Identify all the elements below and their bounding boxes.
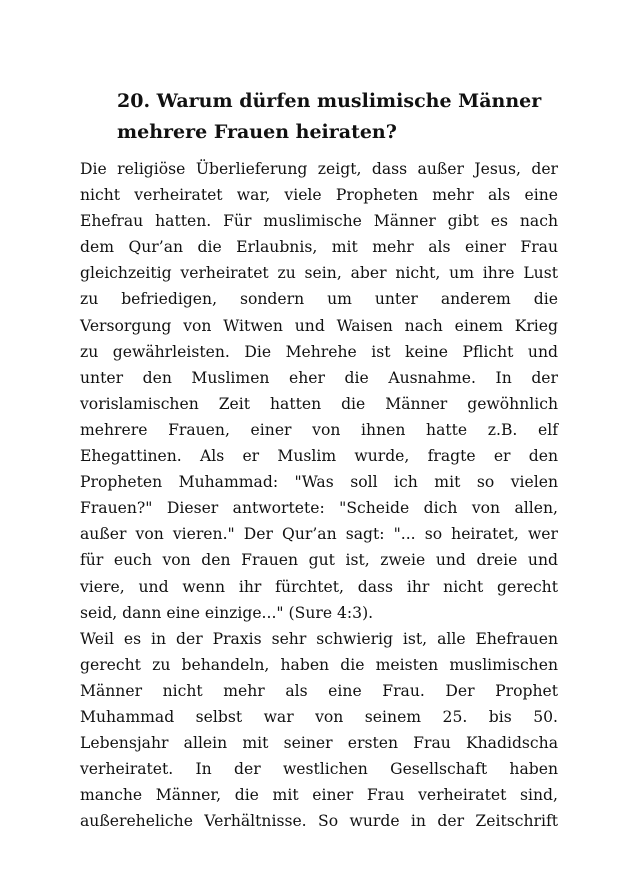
text-line: Männer nicht mehr als eine Frau. Der Prophet bbox=[80, 681, 558, 700]
text-line: außer von vieren." Der Qur’an sagt: "... so heiratet, wer bbox=[80, 525, 558, 544]
text-line: gleichzeitig verheiratet zu sein, aber nicht, um ihre Lust bbox=[80, 264, 558, 283]
text-line: Ehefrau hatten. Für muslimische Männer gibt es nach bbox=[80, 212, 558, 231]
text-line: zu befriedigen, sondern um unter anderem die bbox=[80, 290, 558, 309]
text-line: manche Männer, die mit einer Frau verheiratet sind, bbox=[80, 786, 558, 805]
text-line: unter den Muslimen eher die Ausnahme. In der bbox=[80, 368, 558, 387]
text-line: Muhammad selbst war von seinem 25. bis 50. bbox=[80, 707, 558, 726]
text-line: Ehegattinen. Als er Muslim wurde, fragte er den bbox=[80, 447, 558, 466]
text-line: dem Qur’an die Erlaubnis, mit mehr als einer Frau bbox=[80, 238, 558, 257]
text-line: mehrere Frauen, einer von ihnen hatte z.B. elf bbox=[80, 420, 558, 439]
text-line: verheiratet. In der westlichen Gesellschaft haben bbox=[80, 760, 558, 779]
heading-line-2: mehrere Frauen heiraten? bbox=[117, 121, 397, 143]
text-line: Die religiöse Überlieferung zeigt, dass außer Jesus, der bbox=[80, 160, 558, 178]
text-line: vorislamischen Zeit hatten die Männer gewöhnlich bbox=[80, 394, 558, 413]
text-line: gerecht zu behandeln, haben die meisten muslimischen bbox=[80, 655, 558, 674]
text-line: Frauen?" Dieser antwortete: "Scheide dich von allen, bbox=[80, 499, 558, 518]
text-line: nicht verheiratet war, viele Propheten mehr als eine bbox=[80, 186, 558, 205]
body-paragraphs bbox=[80, 156, 558, 834]
text-line: für euch von den Frauen gut ist, zweie und dreie und bbox=[80, 551, 558, 570]
heading-line-1: 20. Warum dürfen muslimische Männer bbox=[117, 90, 542, 112]
text-line: Weil es in der Praxis sehr schwierig ist, alle Ehefrauen bbox=[80, 629, 558, 648]
text-line: Lebensjahr allein mit seiner ersten Frau Khadidscha bbox=[80, 734, 558, 753]
text-line: Propheten Muhammad: "Was soll ich mit so vielen bbox=[80, 473, 558, 492]
text-line: außereheliche Verhältnisse. So wurde in der Zeitschrift bbox=[80, 812, 558, 831]
text-line: seid, dann eine einzige..." (Sure 4:3). bbox=[80, 603, 374, 622]
text-line: viere, und wenn ihr fürchtet, dass ihr nicht gerecht bbox=[80, 577, 558, 596]
section-heading bbox=[117, 86, 557, 148]
text-line: Versorgung von Witwen und Waisen nach einem Krieg bbox=[80, 316, 558, 335]
text-line: zu gewährleisten. Die Mehrehe ist keine Pflicht und bbox=[80, 342, 558, 361]
